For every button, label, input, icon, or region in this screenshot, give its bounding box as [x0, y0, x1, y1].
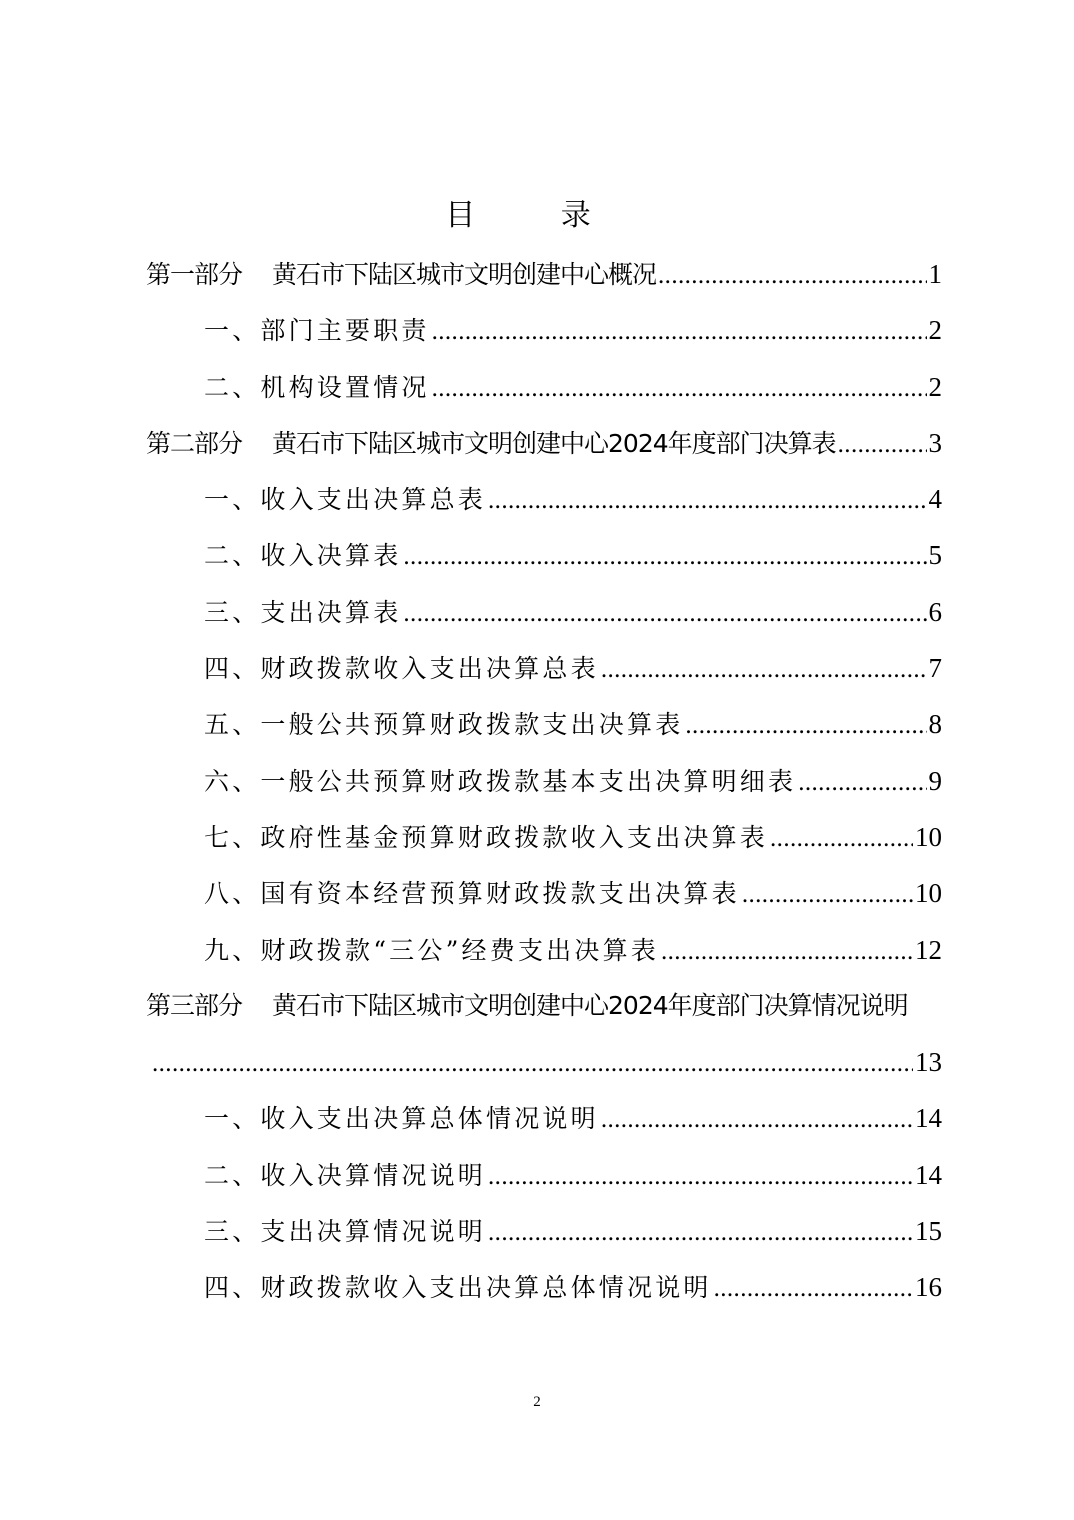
toc-page-number: 10	[915, 821, 942, 852]
toc-page-number: 10	[915, 878, 942, 909]
toc-entry-section[interactable]	[146, 1155, 942, 1211]
toc-leader-dots	[601, 650, 927, 690]
toc-entry-title: 九、财政拨款“三公”经费支出决算表	[204, 935, 659, 965]
toc-entry-title: 八、国有资本经营预算财政拨款支出决算表	[204, 879, 740, 909]
toc-page-number: 5	[928, 540, 942, 571]
toc-leader-dots	[714, 1269, 913, 1309]
toc-page-number: 2	[928, 371, 942, 402]
toc-entry-title: 五、一般公共预算财政拨款支出决算表	[204, 710, 684, 740]
toc-entry-section[interactable]	[146, 873, 942, 929]
toc-page-number: 16	[915, 1272, 942, 1303]
toc-entry-title: 七、政府性基金预算财政拨款收入支出决算表	[204, 822, 769, 852]
toc-entry-part-3[interactable]	[146, 986, 942, 1042]
toc-entry-section[interactable]	[146, 704, 942, 760]
toc-page-number: 15	[915, 1216, 942, 1247]
toc-entry-title: 一、收入支出决算总体情况说明	[204, 1104, 599, 1134]
toc-leader-dots	[403, 537, 926, 577]
toc-entry-section[interactable]	[146, 648, 942, 704]
toc-leader-dots	[798, 763, 926, 803]
toc-entry-title: 一、部门主要职责	[204, 316, 430, 346]
toc-leader-dots	[152, 1044, 913, 1084]
toc-leader-dots	[601, 1100, 913, 1140]
toc-entry-title: 二、收入决算表	[204, 541, 402, 571]
toc-entry-section[interactable]	[146, 310, 942, 366]
toc-leader-dots	[658, 256, 926, 296]
toc-entry-part-3-continued[interactable]	[146, 1042, 942, 1098]
toc-entry-title: 三、支出决算表	[204, 597, 402, 627]
toc-entry-title: 二、机构设置情况	[204, 372, 430, 402]
toc-leader-dots	[838, 425, 927, 465]
toc-entry-title: 黄石市下陆区城市文明创建中心2024年度部门决算情况说明	[272, 990, 908, 1020]
toc-entry-section[interactable]	[146, 367, 942, 423]
toc-entry-title: 二、收入决算情况说明	[204, 1160, 487, 1190]
toc-page-number: 9	[928, 765, 942, 796]
toc-entry-section[interactable]	[146, 761, 942, 817]
toc-entry-section[interactable]	[146, 817, 942, 873]
toc-entry-section[interactable]	[146, 1211, 942, 1267]
toc-leader-dots	[432, 369, 927, 409]
toc-part-label: 第三部分	[146, 990, 243, 1020]
toc-leader-dots	[488, 1157, 913, 1197]
toc-page-number: 3	[928, 427, 942, 458]
toc-leader-dots	[432, 312, 927, 352]
toc-part-label: 第一部分	[146, 260, 243, 289]
page-number-footer: 2	[533, 1394, 541, 1410]
toc-page-number: 2	[928, 315, 942, 346]
toc-page-number: 7	[928, 653, 942, 684]
toc-page-number: 12	[915, 934, 942, 965]
toc-entry-section[interactable]	[146, 930, 942, 986]
toc-entry-title: 四、财政拨款收入支出决算总表	[204, 654, 599, 684]
toc-entry-section[interactable]	[146, 479, 942, 535]
toc-leader-dots	[742, 875, 913, 915]
toc-entry-title: 六、一般公共预算财政拨款基本支出决算明细表	[204, 766, 797, 796]
toc-entry-title: 四、财政拨款收入支出决算总体情况说明	[204, 1273, 712, 1303]
toc-leader-dots	[661, 932, 913, 972]
toc-page-number: 6	[928, 596, 942, 627]
toc-page-number: 13	[915, 1047, 942, 1078]
toc-page-number: 1	[928, 259, 942, 289]
toc-leader-dots	[488, 481, 926, 521]
toc-entry-section[interactable]	[146, 592, 942, 648]
toc-leader-dots	[770, 819, 913, 859]
toc-leader-dots	[685, 706, 926, 746]
toc-page-number: 14	[915, 1103, 942, 1134]
toc-entry-title: 一、收入支出决算总表	[204, 485, 487, 515]
toc-entry-section[interactable]	[146, 1267, 942, 1323]
table-of-contents	[146, 254, 942, 1324]
toc-entry-section[interactable]	[146, 1098, 942, 1154]
toc-page-number: 14	[915, 1159, 942, 1190]
toc-page-number: 4	[928, 484, 942, 515]
toc-title: 目 录	[445, 198, 629, 233]
toc-part-label: 第二部分	[146, 428, 243, 458]
toc-entry-title: 黄石市下陆区城市文明创建中心概况	[272, 260, 657, 289]
toc-entry-section[interactable]	[146, 535, 942, 591]
toc-page-number: 8	[928, 709, 942, 740]
toc-leader-dots	[403, 594, 926, 634]
toc-entry-title: 三、支出决算情况说明	[204, 1217, 487, 1247]
toc-leader-dots	[488, 1213, 913, 1253]
toc-entry-title: 黄石市下陆区城市文明创建中心2024年度部门决算表	[272, 428, 836, 458]
toc-entry-part-2[interactable]	[146, 423, 942, 479]
toc-entry-part-1[interactable]	[146, 254, 942, 310]
